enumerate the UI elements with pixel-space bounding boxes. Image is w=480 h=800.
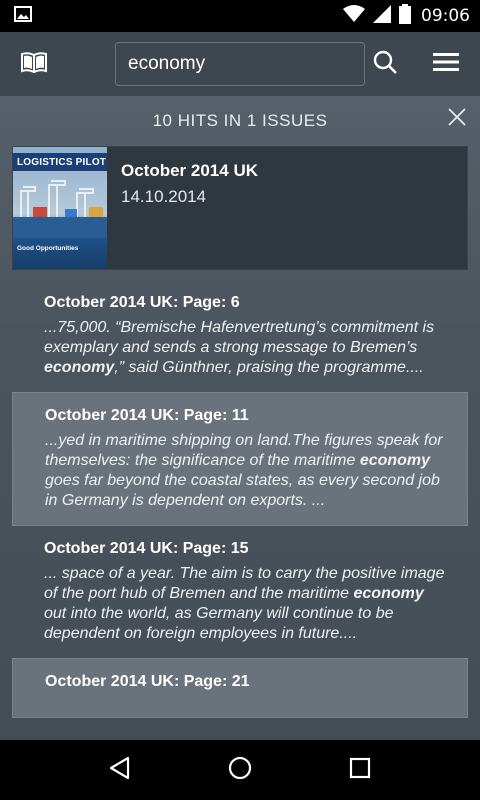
search-icon [373, 50, 397, 79]
menu-button[interactable] [426, 44, 466, 84]
hamburger-menu-icon [433, 52, 459, 77]
hits-summary-bar [0, 96, 480, 146]
hit-title: October 2014 UK: Page: 11 [45, 407, 249, 424]
cover-title: LOGISTICS PILOT [13, 153, 107, 171]
search-results [0, 96, 480, 740]
signal-icon [373, 5, 391, 28]
hit-snippet: ...75,000. “Bremische Hafenvertretung’s commitment is exemplary and sends a strong message to Bremen’s economy,” said Günthner, praising the programme.... [44, 319, 435, 376]
hit-item[interactable] [12, 658, 468, 718]
port-cranes-illustration [13, 177, 107, 237]
image-icon [14, 6, 32, 27]
hit-list [0, 280, 480, 718]
battery-icon [399, 4, 411, 29]
search-box [115, 42, 365, 86]
hit-item[interactable] [12, 526, 468, 658]
close-icon [448, 108, 466, 131]
hit-snippet: ... space of a year. The aim is to carry the positive image of the port hub of Bremen and the maritime economy out into the world, as Germany will continue to be dependent on foreign employees in future.... [44, 565, 445, 642]
issue-card[interactable] [12, 146, 468, 270]
status-time: 09:06 [421, 6, 470, 26]
wifi-icon [343, 5, 365, 28]
hit-item[interactable] [12, 280, 468, 392]
home-button[interactable] [215, 745, 265, 795]
hit-keyword: economy [44, 359, 115, 376]
hit-keyword: economy [353, 585, 424, 602]
back-icon [108, 756, 132, 785]
issue-info [107, 147, 272, 269]
recents-button[interactable] [335, 745, 385, 795]
back-button[interactable] [95, 745, 145, 795]
hit-snippet: ...yed in maritime shipping on land.The figures speak for themselves: the significance of the maritime economy goes far beyond the coastal states, as every second job in Germany is dependent on exports. ... [45, 432, 443, 509]
recents-icon [349, 757, 371, 784]
book-icon [20, 51, 48, 78]
system-nav-bar [0, 740, 480, 800]
home-icon [228, 756, 252, 785]
hits-summary: 10 HITS IN 1 ISSUES [152, 111, 328, 130]
issue-title: October 2014 UK [121, 161, 258, 180]
hit-title: October 2014 UK: Page: 6 [44, 294, 240, 311]
hit-keyword: economy [359, 452, 431, 469]
hit-title: October 2014 UK: Page: 21 [45, 673, 250, 690]
cover-headline: Good Opportunities [17, 245, 79, 252]
hit-title: October 2014 UK: Page: 15 [44, 540, 249, 557]
status-bar [0, 0, 480, 32]
issue-date: 14.10.2014 [121, 187, 207, 206]
hit-item[interactable] [12, 392, 468, 526]
library-button[interactable] [14, 44, 54, 84]
search-input[interactable] [128, 53, 373, 75]
app-header [0, 32, 480, 96]
close-results-button[interactable] [444, 106, 470, 132]
search-button[interactable] [373, 50, 397, 78]
issue-cover [13, 147, 107, 269]
